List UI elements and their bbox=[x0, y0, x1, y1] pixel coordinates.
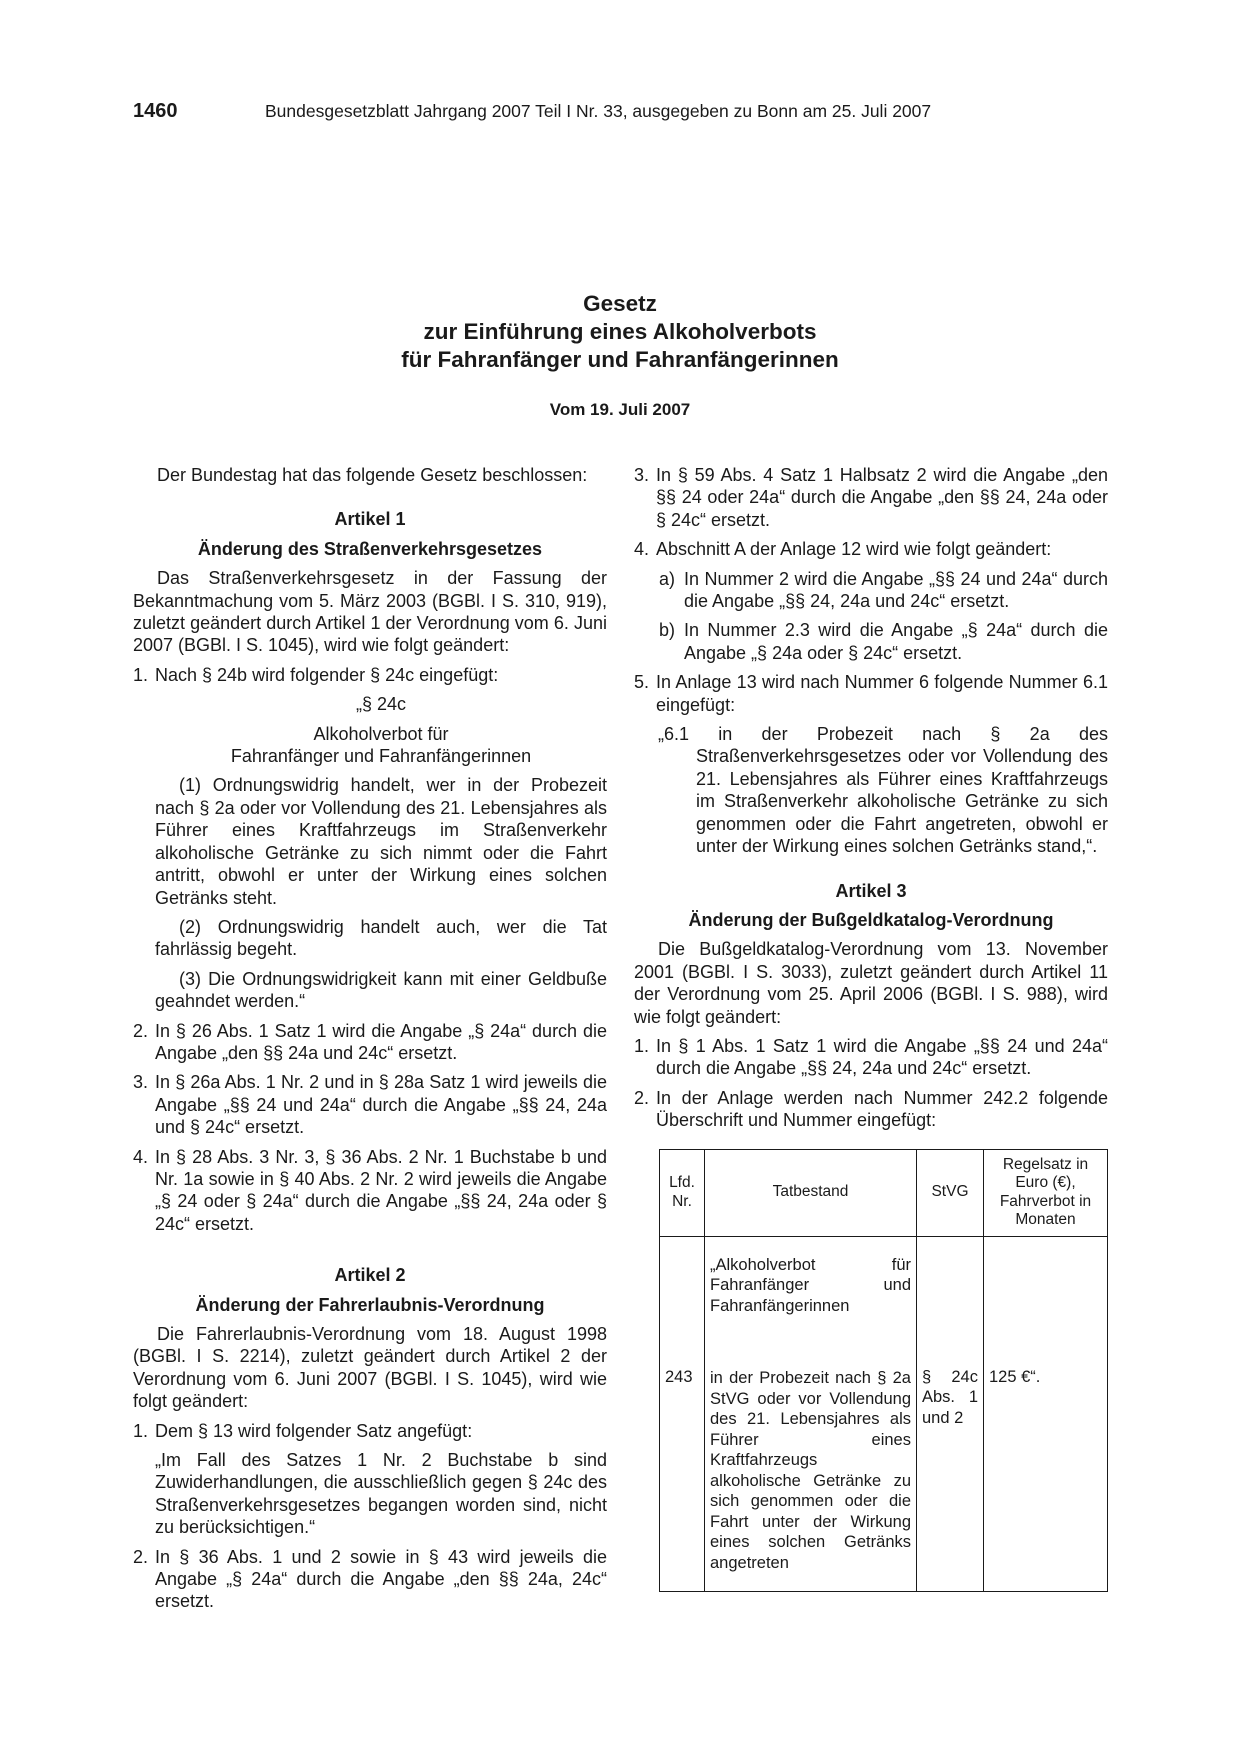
item-text: In § 28 Abs. 3 Nr. 3, § 36 Abs. 2 Nr. 1 Buchstabe b und Nr. 1a sowie in § 40 Abs. 2 Nr. 2 wird jeweils die Angabe „§ 24 oder § 24a“ durch die Angabe „§§ 24, 24a oder § 24c“ ersetzt. bbox=[155, 1146, 607, 1234]
list-item bbox=[133, 1420, 607, 1442]
list-item bbox=[133, 664, 607, 686]
cell-stvg: § 24c Abs. 1 und 2 bbox=[917, 1236, 984, 1592]
quoted-sentence: „Im Fall des Satzes 1 Nr. 2 Buchstabe b sind Zuwiderhandlungen, die ausschließlich gegen § 24c des Straßenverkehrsgesetzes begangen worden sind, nicht zu berücksichtigen.“ bbox=[155, 1450, 607, 1538]
item-number: 4. bbox=[634, 539, 650, 560]
column-header-lfd-nr: Lfd. Nr. bbox=[660, 1149, 705, 1236]
list-item bbox=[634, 538, 1108, 560]
item-text: Nach § 24b wird folgender § 24c eingefügt: bbox=[155, 664, 499, 685]
article-1-heading: Artikel 1 bbox=[334, 509, 406, 530]
item-number: 4. bbox=[133, 1146, 149, 1167]
table-row bbox=[660, 1236, 1108, 1592]
item-number: 2. bbox=[133, 1020, 149, 1041]
item-text: In der Anlage werden nach Nummer 242.2 folgende Überschrift und Nummer eingefügt: bbox=[656, 1087, 1108, 1131]
item-number: 5. bbox=[634, 672, 650, 693]
article-1-intro: Das Straßenverkehrsgesetz in der Fassung der Bekanntmachung vom 5. März 2003 (BGBl. I S. 310, 919), zuletzt geändert durch Artikel 1 der Verordnung vom 6. Juni 2007 (BGBl. I S. 1045), wird wie folgt geändert: bbox=[133, 568, 607, 656]
column-header-stvg: StVG bbox=[917, 1149, 984, 1236]
article-2-subheading: Änderung der Fahrerlaubnis-Verordnung bbox=[195, 1294, 545, 1315]
item-text: In Nummer 2.3 wird die Angabe „§ 24a“ durch die Angabe „§ 24a oder § 24c“ ersetzt. bbox=[684, 620, 1108, 663]
absatz-3: (3) Die Ordnungswidrigkeit kann mit einer Geldbuße geahndet werden.“ bbox=[155, 968, 607, 1012]
item-number: 2. bbox=[133, 1546, 149, 1567]
list-item bbox=[133, 1146, 607, 1236]
item-text: In Nummer 2 wird die Angabe „§§ 24 und 24a“ durch die Angabe „§§ 24, 24a und 24c“ ersetzt. bbox=[684, 568, 1108, 612]
law-title-block bbox=[250, 290, 990, 420]
item-number: 1. bbox=[133, 664, 149, 685]
item-number: 2. bbox=[634, 1087, 650, 1108]
law-date: Vom 19. Juli 2007 bbox=[549, 400, 691, 419]
list-item bbox=[133, 1546, 607, 1613]
item-text: In § 36 Abs. 1 und 2 sowie in § 43 wird jeweils die Angabe „§ 24a“ durch die Angabe „den §§ 24a, 24c“ ersetzt. bbox=[155, 1546, 607, 1612]
left-column bbox=[133, 464, 607, 1620]
list-item bbox=[634, 464, 1108, 531]
article-1-subheading: Änderung des Straßenverkehrsgesetzes bbox=[197, 538, 543, 559]
item-text: In § 26a Abs. 1 Nr. 2 und in § 28a Satz 1 wird jeweils die Angabe „§§ 24 und 24a“ durch die Angabe „§§ 24, 24a und § 24c“ ersetzt. bbox=[155, 1072, 607, 1138]
fine-catalog-table bbox=[659, 1149, 1108, 1593]
row-text: in der Probezeit nach § 2a StVG oder vor Vollendung des 21. Lebensjahres als Führer eines Kraftfahrzeugs alkoholische Getränke zu sich genommen oder die Fahrt unter der Wirkung eines solchen Getränks angetreten bbox=[710, 1369, 911, 1572]
page-number: 1460 bbox=[133, 100, 178, 122]
right-column bbox=[634, 464, 1108, 1592]
title-line-1: Gesetz bbox=[583, 291, 657, 316]
article-2-heading: Artikel 2 bbox=[334, 1265, 406, 1286]
item-text: In Anlage 13 wird nach Nummer 6 folgende Nummer 6.1 eingefügt: bbox=[656, 672, 1108, 715]
title-line-2: zur Einführung eines Alkoholverbots bbox=[423, 319, 817, 344]
section-mark: „§ 24c bbox=[355, 694, 407, 715]
running-header bbox=[133, 100, 1091, 124]
item-text: Abschnitt A der Anlage 12 wird wie folgt geändert: bbox=[656, 539, 1052, 560]
journal-line: Bundesgesetzblatt Jahrgang 2007 Teil I Nr. 33, ausgegeben zu Bonn am 25. Juli 2007 bbox=[265, 101, 932, 121]
item-number: 1. bbox=[133, 1420, 149, 1441]
article-3-subheading: Änderung der Bußgeldkatalog-Verordnung bbox=[688, 909, 1054, 930]
absatz-2: (2) Ordnungswidrig handelt auch, wer die Tat fahrlässig begeht. bbox=[155, 916, 607, 960]
table-header-row bbox=[660, 1149, 1108, 1236]
list-item bbox=[634, 1035, 1108, 1080]
article-3-heading: Artikel 3 bbox=[835, 880, 907, 901]
item-number: 3. bbox=[634, 465, 650, 485]
row-heading: „Alkoholverbot für Fahranfänger und Fahranfängerinnen bbox=[710, 1255, 911, 1315]
cell-nr: 243 bbox=[660, 1236, 705, 1592]
title-line-3: für Fahranfänger und Fahranfängerinnen bbox=[401, 347, 839, 372]
list-item bbox=[634, 1087, 1108, 1132]
article-3-intro: Die Bußgeldkatalog-Verordnung vom 13. November 2001 (BGBl. I S. 3033), zuletzt geändert durch Artikel 11 der Verordnung vom 25. April 2006 (BGBl. I S. 988), wird wie folgt geändert: bbox=[634, 939, 1108, 1027]
list-item bbox=[133, 1020, 607, 1065]
cell-tatbestand bbox=[705, 1236, 917, 1592]
item-letter: b) bbox=[659, 620, 676, 641]
section-24c-block bbox=[133, 693, 607, 1012]
sub-list-item bbox=[634, 568, 1108, 613]
item-text: In § 59 Abs. 4 Satz 1 Halbsatz 2 wird die Angabe „den §§ 24 oder 24a“ durch die Angabe „den §§ 24, 24a oder § 24c“ ersetzt. bbox=[656, 465, 1108, 530]
cell-regelsatz: 125 €“. bbox=[984, 1236, 1108, 1592]
section-title-2: Fahranfänger und Fahranfängerinnen bbox=[230, 746, 532, 767]
list-item bbox=[634, 671, 1108, 716]
quoted-number-6-1: „6.1 in der Probezeit nach § 2a des Straßenverkehrsgesetzes oder vor Vollendung des 21. Lebensjahres als Führer eines Kraftfahrzeugs im Straßenverkehr alkoholische Getränke zu sich genommen oder die Fahrt angetreten, obwohl er unter der Wirkung eines solchen Getränks stand,“. bbox=[658, 724, 1108, 857]
item-text: In § 26 Abs. 1 Satz 1 wird die Angabe „§ 24a“ durch die Angabe „den §§ 24a und 24c“ ersetzt. bbox=[155, 1020, 607, 1063]
column-header-tatbestand: Tatbestand bbox=[705, 1149, 917, 1236]
item-letter: a) bbox=[659, 568, 676, 589]
item-text: Dem § 13 wird folgender Satz angefügt: bbox=[155, 1420, 473, 1441]
item-number: 1. bbox=[634, 1035, 650, 1056]
section-title-1: Alkoholverbot für bbox=[313, 723, 449, 744]
preamble: Der Bundestag hat das folgende Gesetz beschlossen: bbox=[157, 465, 588, 485]
absatz-1: (1) Ordnungswidrig handelt, wer in der Probezeit nach § 2a oder vor Vollendung des 21. Lebensjahres als Führer eines Kraftfahrzeugs im Straßenverkehr alkoholische Getränke zu sich nimmt oder die Fahrt antritt, obwohl er unter der Wirkung eines solchen Getränks steht. bbox=[155, 775, 607, 908]
sub-list-item bbox=[634, 619, 1108, 664]
item-number: 3. bbox=[133, 1072, 149, 1093]
list-item bbox=[133, 1071, 607, 1138]
column-header-regelsatz: Regelsatz in Euro (€), Fahrverbot in Monaten bbox=[984, 1149, 1108, 1236]
article-2-intro: Die Fahrerlaubnis-Verordnung vom 18. August 1998 (BGBl. I S. 2214), zuletzt geändert durch Artikel 2 der Verordnung vom 6. Juni 2007 (BGBl. I S. 1045), wird wie folgt geändert: bbox=[133, 1324, 607, 1412]
item-text: In § 1 Abs. 1 Satz 1 wird die Angabe „§§ 24 und 24a“ durch die Angabe „§§ 24, 24a und 24c“ ersetzt. bbox=[656, 1035, 1108, 1079]
